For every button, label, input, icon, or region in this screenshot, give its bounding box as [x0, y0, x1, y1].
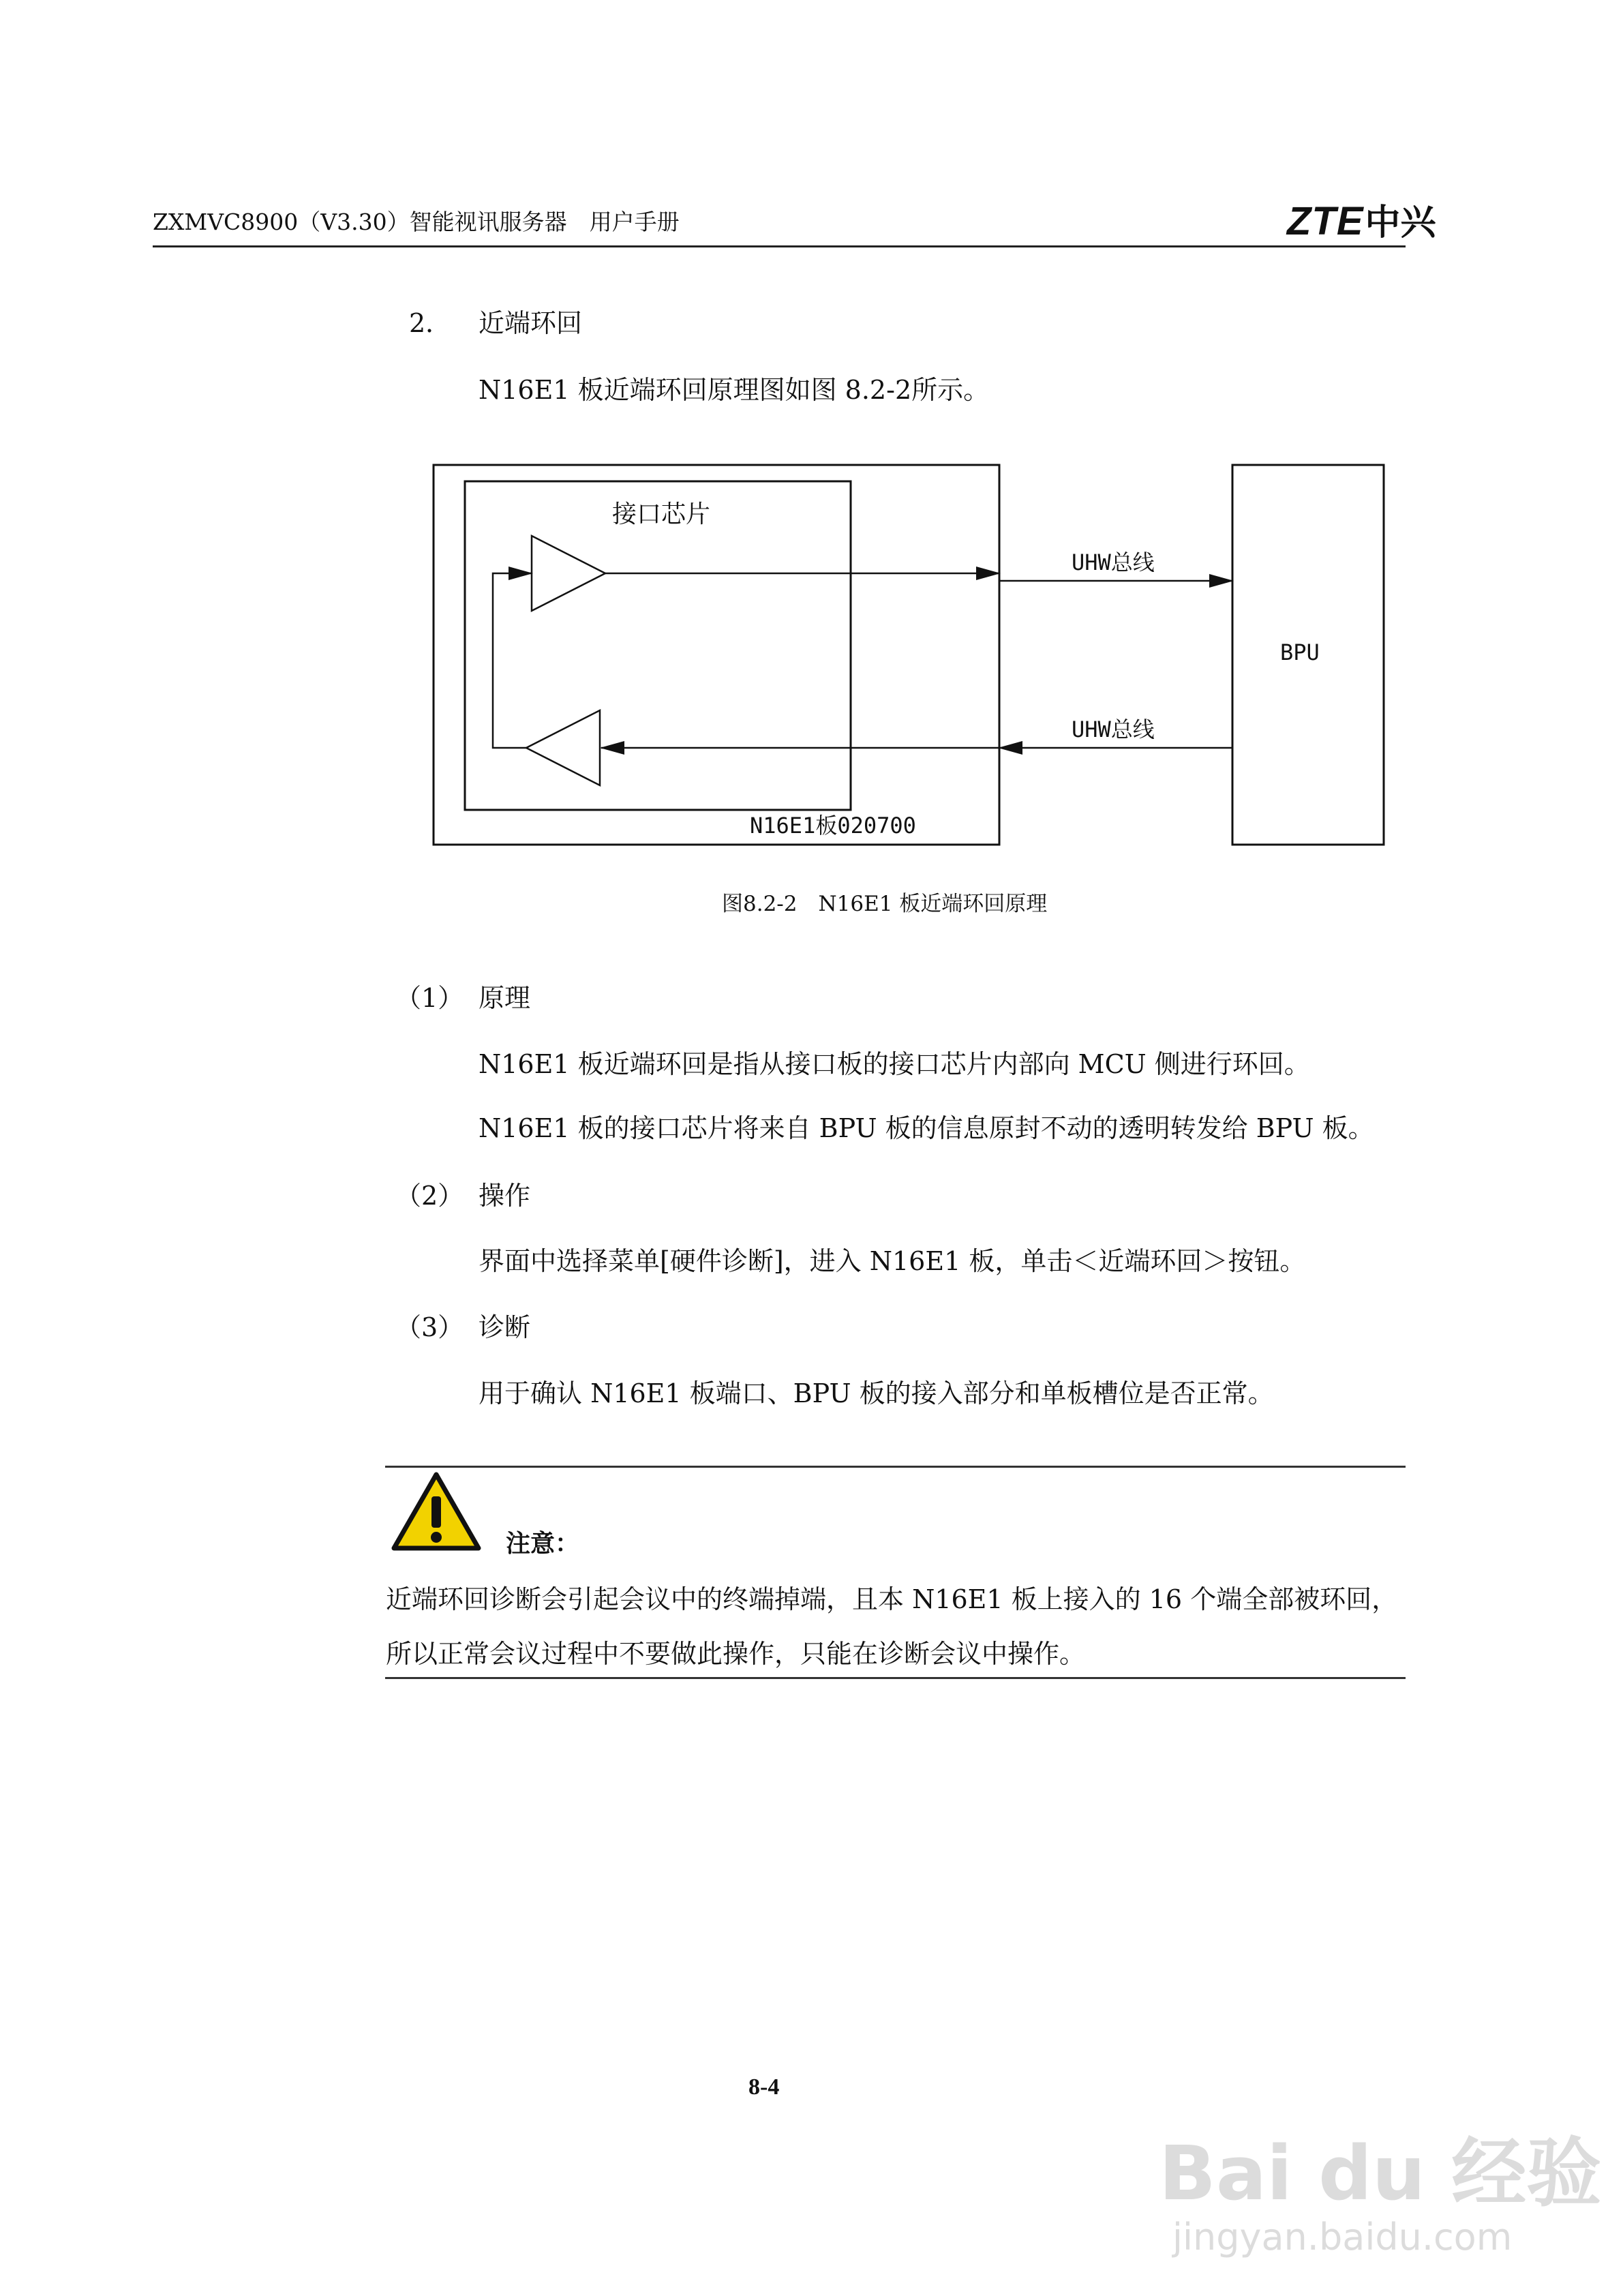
board-box: [434, 465, 999, 845]
note-top-rule: [385, 1466, 1406, 1468]
watermark-url: jingyan.baidu.com: [1172, 2216, 1513, 2259]
warning-icon: [390, 1470, 483, 1554]
figure-caption: 图8.2-2 N16E1 板近端环回原理: [722, 892, 1048, 916]
uhw-bus-top-label: UHW总线: [1072, 549, 1155, 575]
note-text: 近端环回诊断会引起会议中的终端掉端，且本 N16E1 板上接入的 16 个端全部被环回，所以正常会议过程中不要做此操作，只能在诊断会议中操作。: [386, 1584, 1398, 1669]
board-label: N16E1板020700: [750, 813, 916, 839]
loopback-path: [493, 573, 532, 748]
item-1-number: （1）: [395, 983, 464, 1013]
section-title: 近端环回: [479, 308, 583, 338]
item-3-title: 诊断: [479, 1312, 531, 1342]
running-header-title: ZXMVC8900（V3.30）智能视讯服务器 用户手册: [153, 209, 680, 235]
item-2-title: 操作: [479, 1181, 531, 1211]
loopback-diagram: [429, 461, 1391, 853]
item-1-paragraph-1: N16E1 板近端环回是指从接口板的接口芯片内部向 MCU 侧进行环回。: [479, 1049, 1310, 1079]
zte-logo: [1287, 194, 1436, 243]
note-title: 注意：: [506, 1530, 580, 1558]
item-2-number: （2）: [395, 1181, 464, 1211]
chip-label: 接口芯片: [612, 500, 711, 528]
watermark-brand: Bai du 经验: [1159, 2130, 1602, 2217]
logo-latin: ZTE: [1287, 199, 1364, 243]
item-1-title: 原理: [479, 983, 531, 1013]
section-number: 2．: [409, 308, 452, 338]
buffer-lower: [526, 710, 600, 785]
logo-cn: 中兴: [1365, 202, 1436, 243]
chip-box: [465, 481, 851, 810]
page-number: 8-4: [748, 2074, 780, 2100]
item-2-paragraph-1: 界面中选择菜单[硬件诊断]，进入 N16E1 板，单击＜近端环回＞按钮。: [479, 1246, 1306, 1276]
header-rule: [153, 245, 1406, 247]
buffer-upper: [532, 536, 605, 611]
bpu-label: BPU: [1280, 639, 1320, 665]
item-3-number: （3）: [395, 1312, 464, 1342]
uhw-bus-bottom-label: UHW总线: [1072, 716, 1155, 742]
item-1-paragraph-2: N16E1 板的接口芯片将来自 BPU 板的信息原封不动的透明转发给 BPU 板。: [479, 1113, 1374, 1143]
section-intro: N16E1 板近端环回原理图如图 8.2-2所示。: [479, 375, 990, 405]
note-bottom-rule: [385, 1677, 1406, 1679]
item-3-paragraph-1: 用于确认 N16E1 板端口、BPU 板的接入部分和单板槽位是否正常。: [479, 1378, 1274, 1408]
